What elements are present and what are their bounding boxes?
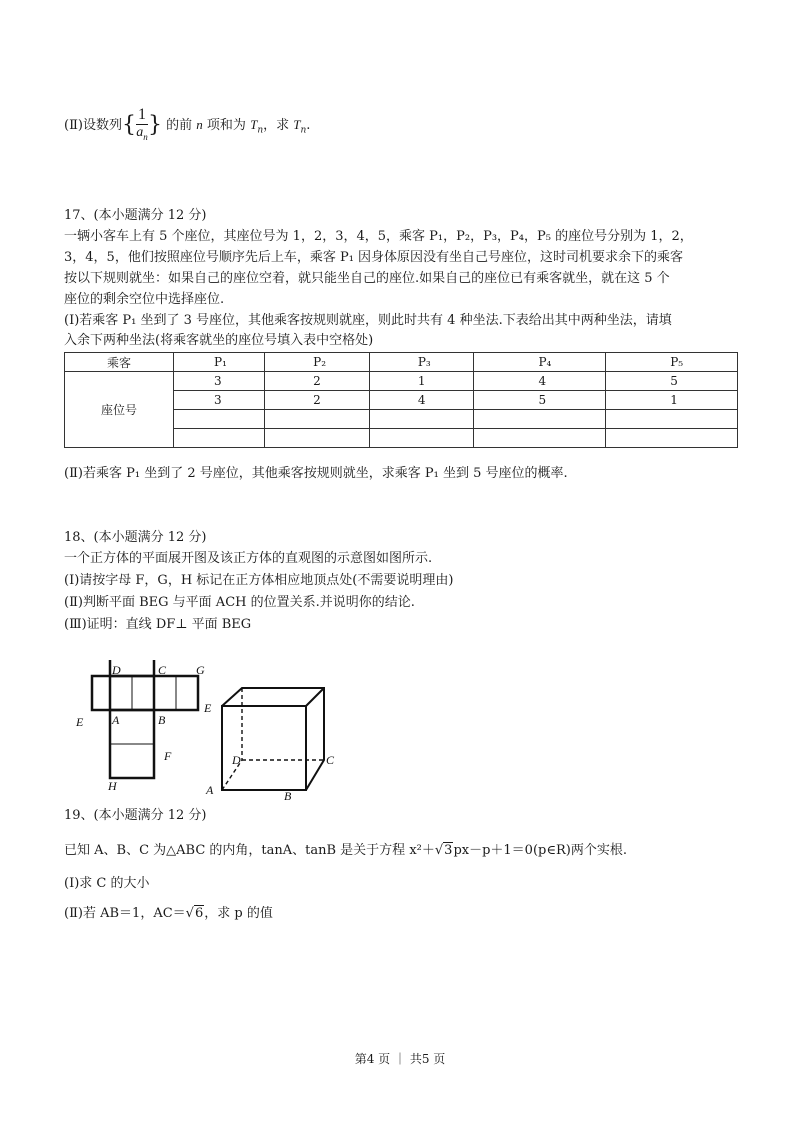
net-row-top: [92, 676, 198, 710]
cube-figure: [200, 682, 340, 802]
cube-label-d: D: [232, 753, 241, 767]
cube-label-b: B: [284, 789, 292, 802]
net-label-g: G: [196, 663, 205, 677]
q18-part1: (Ⅰ)请按字母 F，G，H 标记在正方体相应地顶点处(不需要说明理由): [64, 573, 454, 588]
q18-part3: (Ⅲ)证明：直线 DF⊥ 平面 BEG: [64, 617, 252, 632]
seat-table: [64, 352, 738, 448]
net-label-c: C: [158, 663, 167, 677]
net-label-d: D: [112, 663, 121, 677]
table-row: 3 2 4 5 1: [65, 391, 738, 410]
q19-part1: (Ⅰ)求 C 的大小: [64, 876, 150, 891]
q17-part1-line2: 入余下两种坐法(将乘客就坐的座位号填入表中空格处): [64, 333, 374, 348]
net-label-h: H: [108, 779, 117, 793]
net-label-e: E: [76, 715, 84, 729]
q17-line2: 3，4，5，他们按照座位号顺序先后上车，乘客 P₁ 因身体原因没有坐自己号座位，这时司机要求余下的乘客: [64, 250, 684, 265]
cube-label-c: C: [326, 753, 335, 767]
table-row: 座位号 3 2 1 4 5: [65, 372, 738, 391]
net-label-b: B: [158, 713, 166, 727]
q18-header: 18、(本小题满分 12 分): [64, 530, 207, 545]
q18-part2: (Ⅱ)判断平面 BEG 与平面 ACH 的位置关系.并说明你的结论.: [64, 595, 415, 610]
q19-header: 19、(本小题满分 12 分): [64, 808, 207, 823]
sqrt-6: √6: [185, 906, 204, 921]
q17-part2: (Ⅱ)若乘客 P₁ 坐到了 2 号座位，其他乘客按规则就坐，求乘客 P₁ 坐到 5 号座位的概率.: [64, 466, 568, 481]
q17-line3: 按以下规则就坐：如果自己的座位空着，就只能坐自己的座位.如果自己的座位已有乘客就坐，就在这 5 个: [64, 271, 670, 286]
q16-part2: (Ⅱ)设数列{ $\frac{1}{a_n}$ } 的前 n 项和为 $T_n$，求 $T_n$.: [64, 106, 310, 150]
fraction-1-over-an: $\frac{1}{a_n}$: [136, 106, 148, 142]
q17-line1: 一辆小客车上有 5 个座位，其座位号为 1，2，3，4，5，乘客 P₁，P₂，P₃，P₄，P₅ 的座位号分别为 1，2，: [64, 229, 693, 244]
cube-label-e: E: [204, 701, 212, 715]
q17-header: 17、(本小题满分 12 分): [64, 208, 207, 223]
table-header-row: 乘客 P₁ P₂ P₃ P₄ P₅: [65, 353, 738, 372]
cube-label-a: A: [206, 783, 214, 797]
q17-line4: 座位的剩余空位中选择座位.: [64, 292, 225, 307]
q19-line1: 已知 A、B、C 为△ABC 的内角，tanA、tanB 是关于方程 x²＋√3px－p＋1＝0(p∈R)两个实根.: [64, 840, 627, 862]
q18-line1: 一个正方体的平面展开图及该正方体的直观图的示意图如图所示.: [64, 551, 433, 566]
q17-part1-line1: (Ⅰ)若乘客 P₁ 坐到了 3 号座位，其他乘客按规则就座，则此时共有 4 种坐法.下表给出其中两种坐法，请填: [64, 313, 672, 328]
net-label-f: F: [164, 749, 172, 763]
sqrt-3: √3: [434, 843, 453, 858]
q19-part2: (Ⅱ)若 AB＝1，AC＝√6，求 p 的值: [64, 903, 273, 925]
page-footer: 第4 页 ｜ 共5 页: [354, 1052, 446, 1066]
net-label-a: A: [112, 713, 120, 727]
cube-front-face: [222, 706, 306, 790]
